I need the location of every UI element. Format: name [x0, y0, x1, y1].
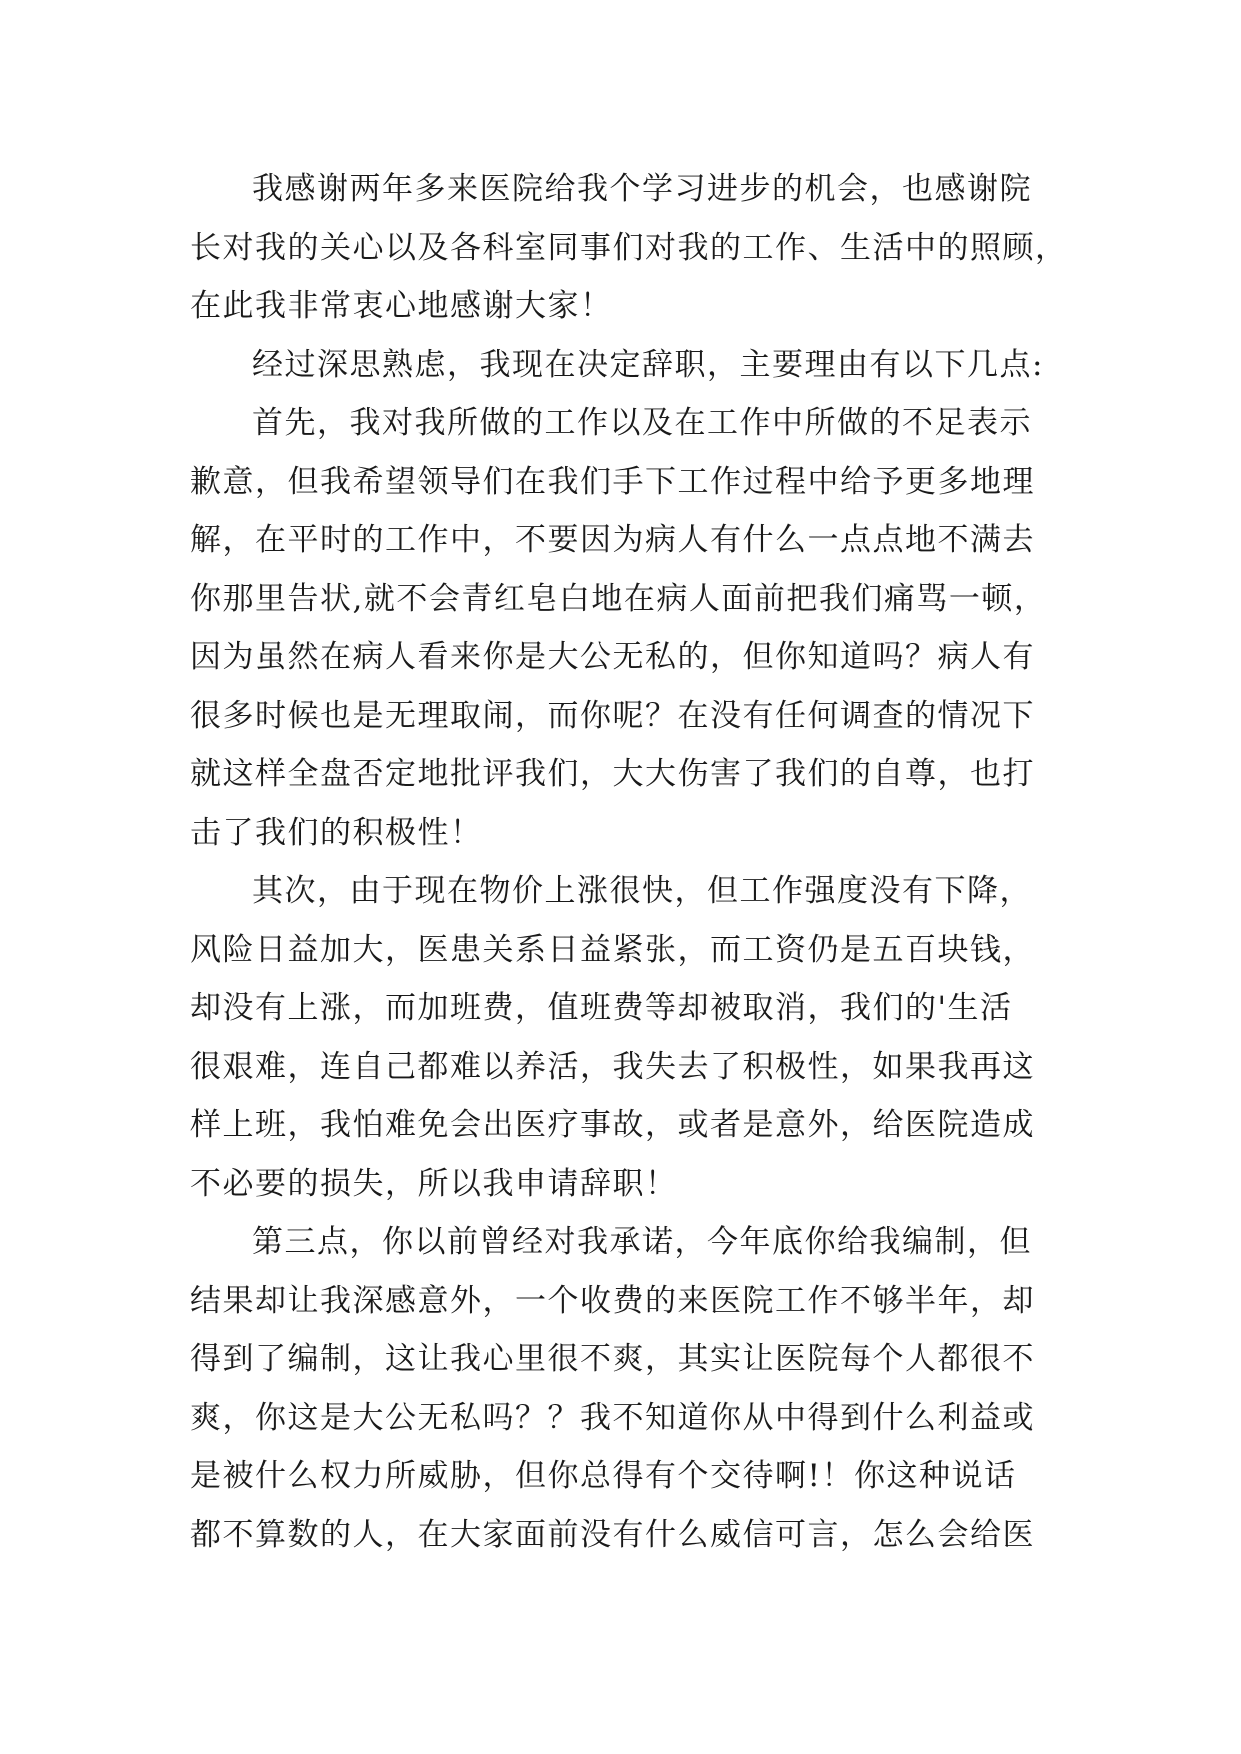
text-line: 是被什么权力所威胁，但你总得有个交待啊!！你这种说话 — [190, 1458, 1017, 1494]
paragraph-reason-third — [190, 1213, 1090, 1564]
text-line: 你那里告状,就不会青红皂白地在病人面前把我们痛骂一顿， — [190, 580, 1047, 617]
text-line: 在此我非常衷心地感谢大家！ — [190, 288, 613, 324]
text-line: 不必要的损失，所以我申请辞职！ — [190, 1165, 678, 1202]
text-line: 就这样全盘否定地批评我们，大大伤害了我们的自尊，也打 — [190, 756, 1035, 792]
text-line: 得到了编制，这让我心里很不爽，其实让医院每个人都很不 — [190, 1341, 1035, 1377]
text-line: 因为虽然在病人看来你是大公无私的，但你知道吗？病人有 — [190, 639, 1035, 675]
text-line: 经过深思熟虑，我现在决定辞职，主要理由有以下几点: — [252, 346, 1044, 383]
text-line: 我感谢两年多来医院给我个学习进步的机会，也感谢院 — [252, 171, 1032, 207]
paragraph-decision — [190, 336, 1090, 395]
text-line: 长对我的关心以及各科室同事们对我的工作、生活中的照顾， — [190, 229, 1068, 266]
text-line: 却没有上涨，而加班费，值班费等却被取消，我们的'生活 — [190, 990, 1013, 1026]
text-line: 很艰难，连自己都难以养活，我失去了积极性，如果我再这 — [190, 1048, 1035, 1085]
paragraph-reason-second — [190, 862, 1090, 1213]
text-line: 击了我们的积极性！ — [190, 814, 483, 851]
text-line: 都不算数的人，在大家面前没有什么威信可言，怎么会给医 — [190, 1516, 1035, 1553]
paragraph-gratitude — [190, 160, 1090, 336]
paragraph-reason-first — [190, 394, 1090, 862]
text-line: 解，在平时的工作中，不要因为病人有什么一点点地不满去 — [190, 522, 1035, 558]
text-line: 其次，由于现在物价上涨很快，但工作强度没有下降， — [252, 873, 1032, 909]
text-line: 爽，你这是大公无私吗？？我不知道你从中得到什么利益或 — [190, 1399, 1035, 1436]
text-line: 结果却让我深感意外，一个收费的来医院工作不够半年，却 — [190, 1282, 1035, 1319]
text-line: 很多时候也是无理取闹，而你呢？在没有任何调查的情况下 — [190, 697, 1035, 734]
text-line: 首先，我对我所做的工作以及在工作中所做的不足表示 — [252, 405, 1032, 441]
text-line: 风险日益加大，医患关系日益紧张，而工资仍是五百块钱， — [190, 931, 1035, 968]
text-line: 第三点，你以前曾经对我承诺，今年底你给我编制，但 — [252, 1224, 1032, 1260]
document-body — [190, 160, 1090, 1564]
text-line: 歉意，但我希望领导们在我们手下工作过程中给予更多地理 — [190, 463, 1035, 500]
text-line: 样上班，我怕难免会出医疗事故，或者是意外，给医院造成 — [190, 1107, 1035, 1143]
